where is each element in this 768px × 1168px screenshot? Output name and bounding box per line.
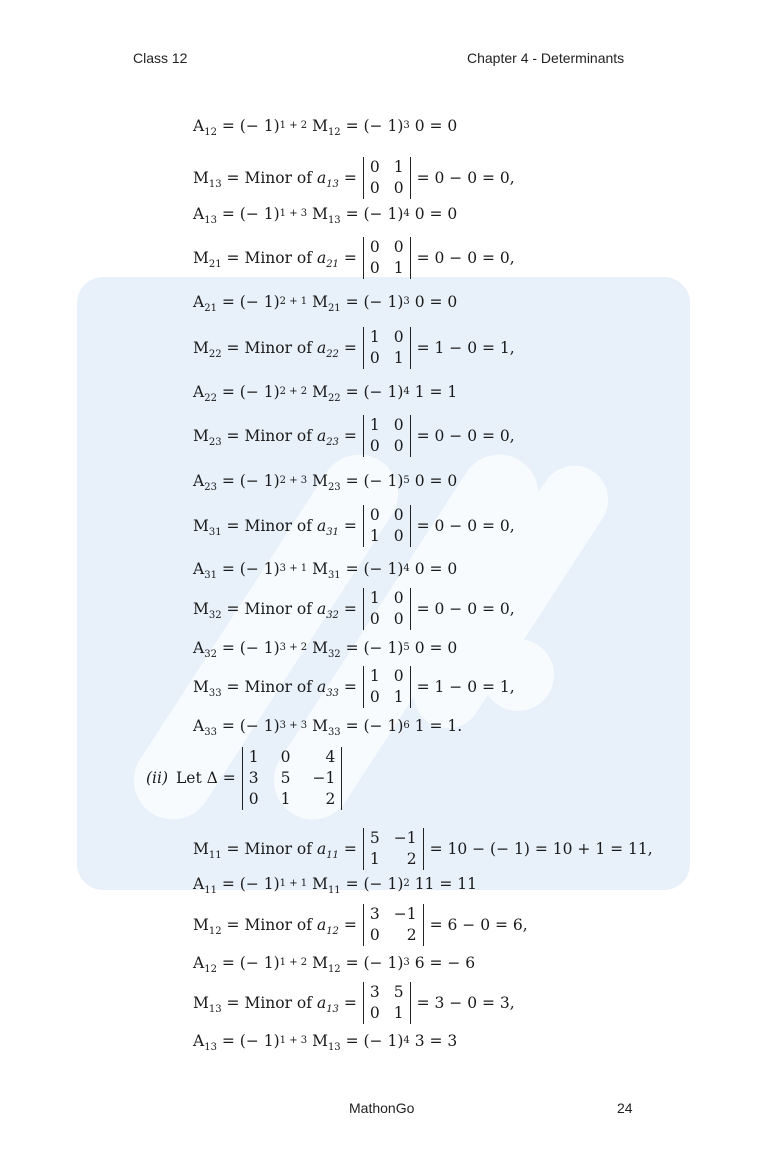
det-entry: −1 [393,905,417,923]
element-32: $a_{32}$ [316,600,339,621]
a-32: $A_{32}$ [193,639,217,660]
subscript: 33 [204,727,217,738]
subscript: 23 [326,437,339,448]
determinant [363,828,424,870]
let-text: Let Δ = [176,769,236,787]
det-entry: 0 [369,259,380,277]
determinant [363,415,411,457]
determinant [363,904,424,946]
subscript: 23 [208,437,222,448]
minor-result: = 1 − 0 = 1, [416,678,515,696]
element-31: $a_{31}$ [316,517,339,538]
a-23: $A_{23}$ [193,472,217,493]
det-entry: 0 [393,238,404,256]
subscript: 21 [326,259,339,270]
subscript: 33 [327,727,341,738]
subscript: 32 [204,649,217,660]
det-entry: 0 [393,328,404,346]
m-13: $M_{13}$ [193,169,222,190]
cofactor-equation: $A_{21}$ = (− 1) 2 + 1 $M_{21}$ = (− 1) 3 0 = 0 [193,293,458,314]
det-entry: 0 [369,926,380,944]
subscript: 33 [208,688,222,699]
m-32: $M_{32}$ [312,639,341,660]
m-32: $M_{32}$ [193,600,222,621]
det-entry: 1 [393,349,404,367]
determinant [363,666,411,708]
minor-equation: $M_{33}$ = Minor of $a_{33}$ = 1 0 0 1 = 1 − 0 = 1, [193,667,515,706]
det-entry: 1 [248,747,259,766]
delta-definition [146,744,348,812]
subscript: 21 [327,303,341,314]
a-33: $A_{33}$ [193,717,217,738]
a-12: $A_{12}$ [193,117,217,138]
minor-result: = 0 − 0 = 0, [416,600,515,618]
subscript: 23 [327,482,341,493]
minor-equation: $M_{21}$ = Minor of $a_{21}$ = 0 0 0 1 = 0 − 0 = 0, [193,238,515,277]
cofactor-equation: $A_{23}$ = (− 1) 2 + 3 $M_{23}$ = (− 1) 5 0 = 0 [193,472,458,493]
subscript: 21 [204,303,217,314]
subscript: 22 [208,349,222,360]
cofactor-equation: $A_{12}$ = (− 1) 1 + 2 $M_{12}$ = (− 1) 3 6 = − 6 [193,954,476,975]
element-12: $a_{12}$ [316,916,339,937]
subscript: 31 [208,527,222,538]
subscript: 11 [326,850,339,861]
subscript: 13 [208,1004,222,1015]
det-entry: 4 [325,747,336,766]
subscript: 22 [326,349,339,360]
det-entry: 1 [369,527,380,545]
a-12: $A_{12}$ [193,954,217,975]
minor-equation: $M_{11}$ = Minor of $a_{11}$ = 5 −1 1 2 = 10 − (− 1) = 10 + 1 = 11, [193,829,653,868]
m-11: $M_{11}$ [193,840,222,861]
det-entry: 1 [280,789,291,808]
det-entry: 3 [369,983,380,1001]
m-22: $M_{22}$ [312,383,341,404]
minor-result: = 0 − 0 = 0, [416,427,515,445]
subscript: 12 [327,964,341,975]
subscript: 31 [326,527,339,538]
m-31: $M_{31}$ [193,517,222,538]
determinant [242,747,343,810]
det-entry: 0 [369,158,380,176]
cofactor-equation: $A_{12}$ = (− 1) 1 + 2 $M_{12}$ = (− 1) 3 0 = 0 [193,117,458,138]
part-label: (ii) [146,769,169,787]
m-23: $M_{23}$ [193,427,222,448]
det-entry: 1 [369,850,380,868]
subscript: 12 [327,127,341,138]
subscript: 21 [208,259,222,270]
m-31: $M_{31}$ [312,560,341,581]
element-13: $a_{13}$ [316,169,339,190]
m-12: $M_{12}$ [193,916,222,937]
a-21: $A_{21}$ [193,293,217,314]
m-21: $M_{21}$ [312,293,341,314]
det-entry: 0 [393,506,404,524]
subscript: 32 [208,610,222,621]
det-entry: 1 [393,158,404,176]
a-22: $A_{22}$ [193,383,217,404]
subscript: 22 [327,393,341,404]
m-33: $M_{33}$ [193,678,222,699]
element-23: $a_{23}$ [316,427,339,448]
det-entry: 5 [280,768,291,787]
subscript: 12 [204,127,217,138]
a-31: $A_{31}$ [193,560,217,581]
subscript: 31 [327,570,341,581]
subscript: 13 [327,215,341,226]
minor-equation: $M_{13}$ = Minor of $a_{13}$ = 3 5 0 1 = 3 − 0 = 3, [193,983,515,1022]
cofactor-equation: $A_{13}$ = (− 1) 1 + 3 $M_{13}$ = (− 1) 4 0 = 0 [193,205,458,226]
det-entry: 0 [369,610,380,628]
subscript: 32 [327,649,341,660]
det-entry: 2 [406,926,417,944]
minor-result: = 0 − 0 = 0, [416,169,515,187]
subscript: 12 [326,926,339,937]
det-entry: 0 [369,238,380,256]
det-entry: 0 [393,589,404,607]
det-entry: 5 [369,829,380,847]
det-entry: 0 [369,349,380,367]
subscript: 33 [326,688,339,699]
element-11: $a_{11}$ [316,840,339,861]
det-entry: 0 [393,527,404,545]
a-13: $A_{13}$ [193,1032,217,1053]
det-entry: −1 [393,829,417,847]
m-13: $M_{13}$ [312,205,341,226]
minor-result: = 0 − 0 = 0, [416,517,515,535]
det-entry: 3 [248,768,259,787]
det-entry: 1 [393,1004,404,1022]
subscript: 13 [326,179,339,190]
subscript: 32 [326,610,339,621]
minor-result: = 0 − 0 = 0, [416,249,515,267]
element-21: $a_{21}$ [316,249,339,270]
cofactor-equation: $A_{11}$ = (− 1) 1 + 1 $M_{11}$ = (− 1) 2 11 = 11 [193,875,477,896]
m-13: $M_{13}$ [312,1032,341,1053]
minor-equation: $M_{32}$ = Minor of $a_{32}$ = 1 0 0 0 = 0 − 0 = 0, [193,589,515,628]
page-number: 24 [617,1100,633,1116]
subscript: 22 [204,393,217,404]
det-entry: 0 [393,179,404,197]
det-entry: 1 [393,259,404,277]
minor-equation: $M_{22}$ = Minor of $a_{22}$ = 1 0 0 1 = 1 − 0 = 1, [193,328,515,367]
det-entry: 1 [369,589,380,607]
m-23: $M_{23}$ [312,472,341,493]
element-33: $a_{33}$ [316,678,339,699]
det-entry: 0 [280,747,291,766]
det-entry: 0 [393,610,404,628]
header-chapter: Chapter 4 - Determinants [467,50,625,66]
determinant [363,157,411,199]
subscript: 11 [208,850,222,861]
det-entry: 0 [369,179,380,197]
element-13: $a_{13}$ [316,994,339,1015]
det-entry: 2 [406,850,417,868]
a-13: $A_{13}$ [193,205,217,226]
det-entry: 0 [393,416,404,434]
determinant [363,327,411,369]
det-entry: 1 [369,328,380,346]
det-entry: 1 [369,416,380,434]
det-entry: 0 [369,688,380,706]
determinant [363,982,411,1024]
subscript: 12 [208,926,222,937]
m-33: $M_{33}$ [312,717,341,738]
det-entry: 2 [325,789,336,808]
a-11: $A_{11}$ [193,875,217,896]
m-12: $M_{12}$ [312,954,341,975]
det-entry: 1 [369,667,380,685]
subscript: 13 [204,215,217,226]
m-12: $M_{12}$ [312,117,341,138]
det-entry: 0 [393,437,404,455]
det-entry: 0 [369,437,380,455]
minor-result: = 10 − (− 1) = 10 + 1 = 11, [429,840,653,858]
det-entry: 0 [393,667,404,685]
m-22: $M_{22}$ [193,339,222,360]
determinant [363,588,411,630]
det-entry: −1 [312,768,336,787]
det-entry: 0 [369,506,380,524]
minor-equation: $M_{12}$ = Minor of $a_{12}$ = 3 −1 0 2 = 6 − 0 = 6, [193,905,528,944]
m-13: $M_{13}$ [193,994,222,1015]
det-entry: 1 [393,688,404,706]
subscript: 23 [204,482,217,493]
determinant [363,505,411,547]
m-11: $M_{11}$ [312,875,341,896]
minor-result: = 6 − 0 = 6, [429,916,528,934]
subscript: 11 [327,885,341,896]
cofactor-equation: $A_{31}$ = (− 1) 3 + 1 $M_{31}$ = (− 1) 4 0 = 0 [193,560,458,581]
minor-equation: $M_{23}$ = Minor of $a_{23}$ = 1 0 0 0 = 0 − 0 = 0, [193,416,515,455]
subscript: 31 [204,570,217,581]
cofactor-equation: $A_{33}$ = (− 1) 3 + 3 $M_{33}$ = (− 1) 6 1 = 1. [193,717,463,738]
determinant [363,237,411,279]
minor-result: = 1 − 0 = 1, [416,339,515,357]
subscript: 13 [326,1004,339,1015]
subscript: 13 [327,1042,341,1053]
subscript: 11 [204,885,217,896]
minor-result: = 3 − 0 = 3, [416,994,515,1012]
cofactor-equation: $A_{32}$ = (− 1) 3 + 2 $M_{32}$ = (− 1) 5 0 = 0 [193,639,458,660]
element-22: $a_{22}$ [316,339,339,360]
header-class: Class 12 [133,50,188,66]
det-entry: 0 [248,789,259,808]
cofactor-equation: $A_{13}$ = (− 1) 1 + 3 $M_{13}$ = (− 1) 4 3 = 3 [193,1032,458,1053]
det-entry: 3 [369,905,380,923]
minor-equation: $M_{13}$ = Minor of $a_{13}$ = 0 1 0 0 = 0 − 0 = 0, [193,158,515,197]
subscript: 13 [208,179,222,190]
minor-equation: $M_{31}$ = Minor of $a_{31}$ = 0 0 1 0 = 0 − 0 = 0, [193,506,515,545]
det-entry: 0 [369,1004,380,1022]
subscript: 12 [204,964,217,975]
det-entry: 5 [393,983,404,1001]
cofactor-equation: $A_{22}$ = (− 1) 2 + 2 $M_{22}$ = (− 1) 4 1 = 1 [193,383,458,404]
footer-brand: MathonGo [349,1100,415,1116]
m-21: $M_{21}$ [193,249,222,270]
subscript: 13 [204,1042,217,1053]
